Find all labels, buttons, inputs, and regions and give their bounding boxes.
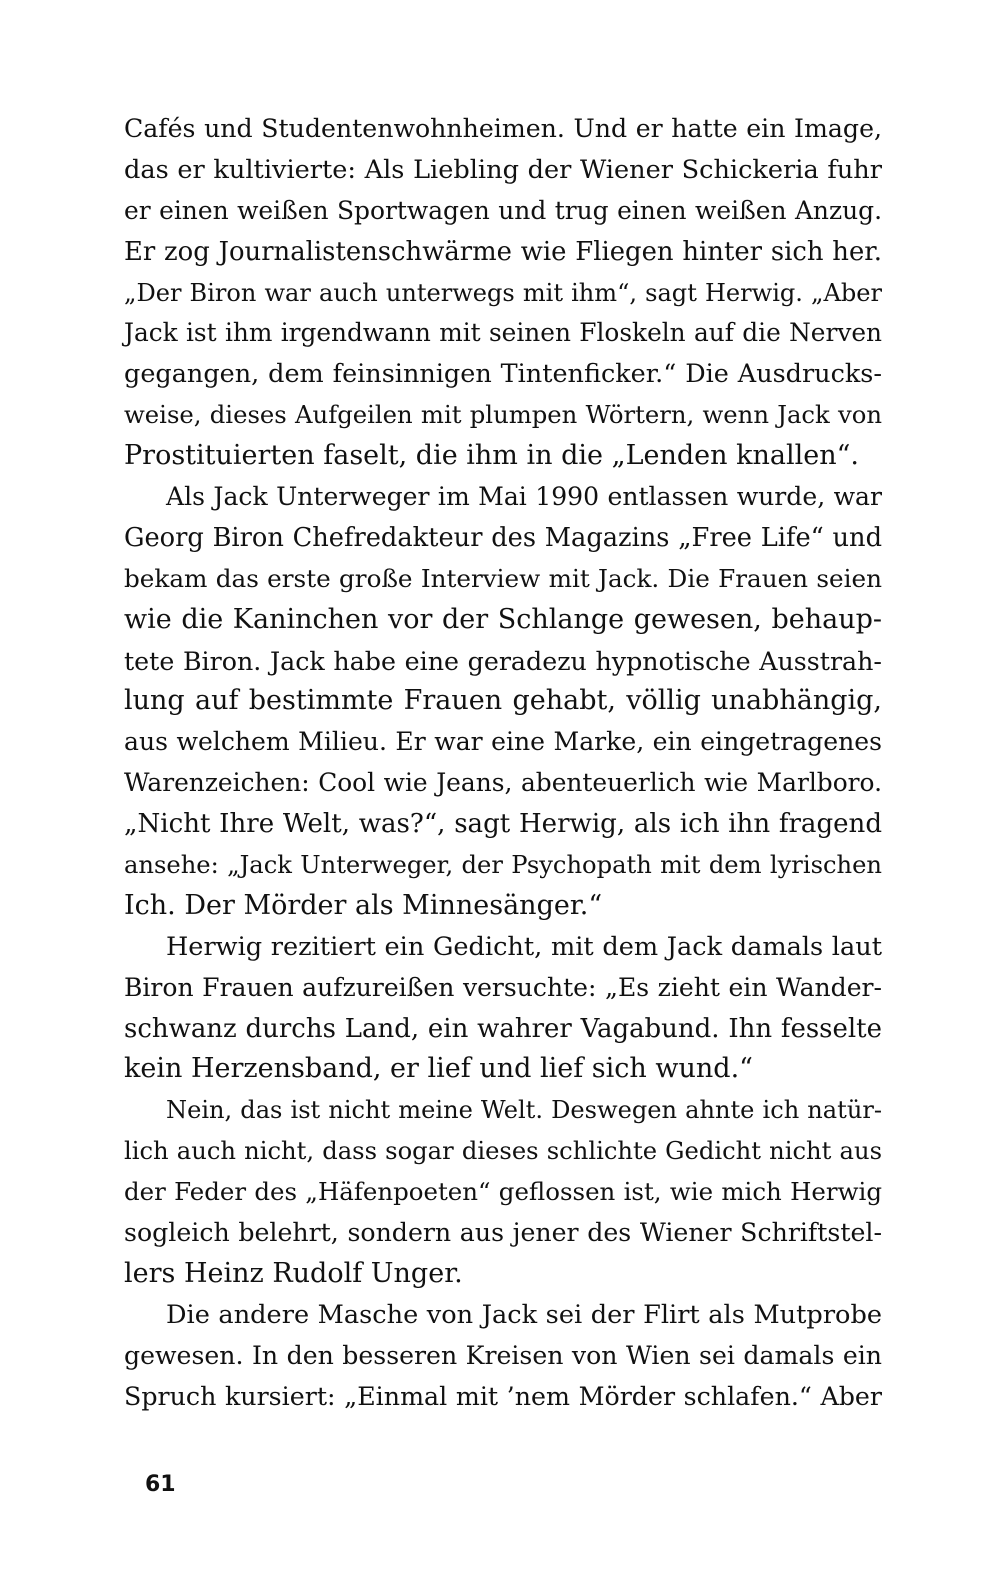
text-line: er einen weißen Sportwagen und trug einen weißen Anzug. <box>124 195 882 225</box>
text-line: gegangen, dem feinsinnigen Tintenficker.“ Die Ausdrucks- <box>124 359 882 390</box>
text-line: tete Biron. Jack habe eine geradezu hypnotische Ausstrah- <box>124 645 882 676</box>
text-line: Warenzeichen: Cool wie Jeans, abenteuerlich wie Marlboro. <box>124 768 882 798</box>
text-line: Prostituierten faselt, die ihm in die „Lenden knallen“. <box>124 440 859 472</box>
text-line: ansehe: „Jack Unterweger, der Psychopath mit dem lyrischen <box>124 851 882 880</box>
text-line: gewesen. In den besseren Kreisen von Wien sei damals ein <box>124 1340 882 1370</box>
text-line: bekam das erste große Interview mit Jack. Die Frauen seien <box>124 563 882 593</box>
text-line: lung auf bestimmte Frauen gehabt, völlig unabhängig, <box>124 685 882 717</box>
text-line: Cafés und Studentenwohnheimen. Und er hatte ein Image, <box>124 114 882 143</box>
text-line: Herwig rezitiert ein Gedicht, mit dem Jack damals laut <box>166 931 882 962</box>
text-line: „Der Biron war auch unterwegs mit ihm“, sagt Herwig. „Aber <box>124 278 882 307</box>
text-line: Spruch kursiert: „Einmal mit ’nem Mörder schlafen.“ Aber <box>124 1381 882 1411</box>
text-line: Ich. Der Mörder als Minnesänger.“ <box>124 889 603 921</box>
text-line: aus welchem Milieu. Er war eine Marke, ein eingetragenes <box>124 727 882 757</box>
text-line: Georg Biron Chefredakteur des Magazins „Free Life“ und <box>124 522 882 553</box>
text-line: Jack ist ihm irgendwann mit seinen Floskeln auf die Nerven <box>124 318 882 348</box>
page-number: 61 <box>145 1472 176 1497</box>
body-text <box>124 109 882 1418</box>
text-line: das er kultivierte: Als Liebling der Wiener Schickeria fuhr <box>124 154 882 185</box>
text-line: kein Herzensband, er lief und lief sich wund.“ <box>124 1053 753 1085</box>
text-line: sogleich belehrt, sondern aus jener des Wiener Schriftstel- <box>124 1218 882 1248</box>
text-line: lich auch nicht, dass sogar dieses schlichte Gedicht nicht aus <box>124 1137 882 1166</box>
text-line: wie die Kaninchen vor der Schlange gewesen, behaup- <box>124 603 882 635</box>
text-line: weise, dieses Aufgeilen mit plumpen Wörtern, wenn Jack von <box>124 400 882 430</box>
text-line: Als Jack Unterweger im Mai 1990 entlassen wurde, war <box>166 482 882 512</box>
text-line: Nein, das ist nicht meine Welt. Deswegen ahnte ich natür- <box>166 1096 882 1125</box>
text-line: Er zog Journalistenschwärme wie Fliegen hinter sich her. <box>124 236 882 267</box>
text-line: schwanz durchs Land, ein wahrer Vagabund. Ihn fesselte <box>124 1013 882 1044</box>
text-line: Die andere Masche von Jack sei der Flirt als Mutprobe <box>166 1299 882 1330</box>
text-line: Biron Frauen aufzureißen versuchte: „Es zieht ein Wander- <box>124 972 882 1002</box>
text-line: „Nicht Ihre Welt, was?“, sagt Herwig, als ich ihn fragend <box>124 809 882 840</box>
text-line: lers Heinz Rudolf Unger. <box>124 1257 463 1289</box>
text-line: der Feder des „Häfenpoeten“ geflossen ist, wie mich Herwig <box>124 1177 882 1207</box>
